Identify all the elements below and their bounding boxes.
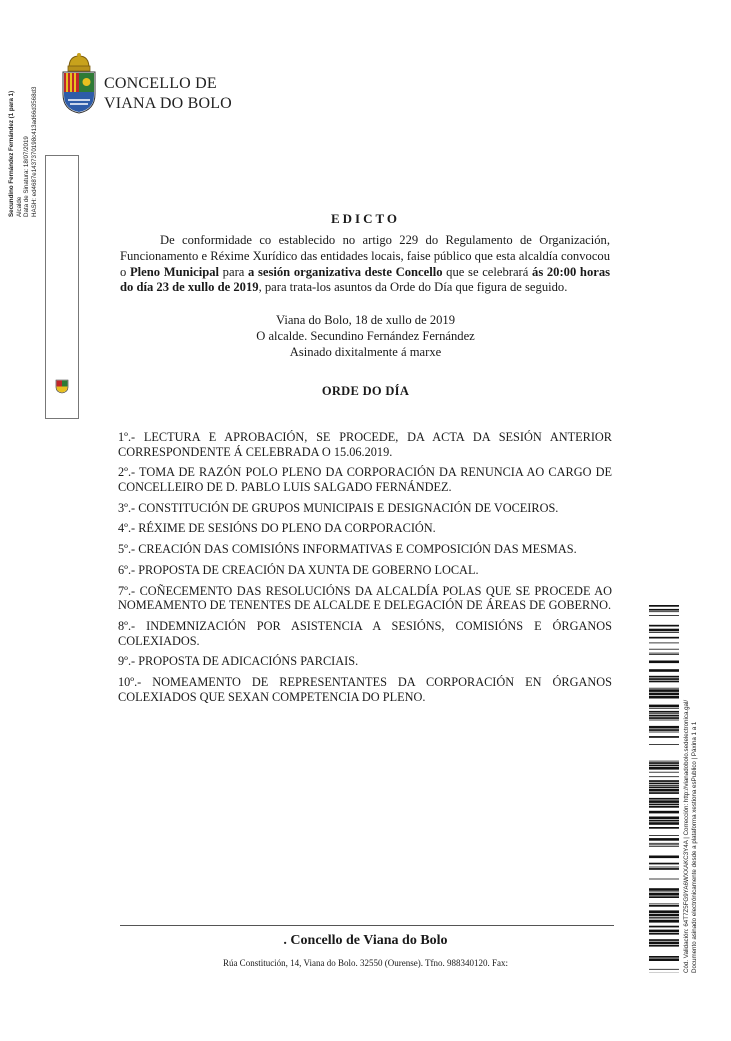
barcode-bar: [649, 693, 679, 696]
agenda-item: [118, 521, 612, 536]
barcode-bar: [649, 879, 679, 880]
agenda-item-number: 6º.-: [118, 562, 136, 577]
barcode-bar: [649, 798, 679, 800]
barcode-bar: [649, 920, 679, 923]
edict-bold-2: a sesión organizativa deste Concello: [248, 264, 443, 279]
barcode-bar: [649, 736, 679, 738]
agenda-item-number: 4º.-: [118, 521, 136, 536]
edict-text-4: , para trata-los asuntos da Orde do Día que figura de seguido.: [258, 280, 568, 295]
agenda-item-text: COÑECEMENTO DAS RESOLUCIÓNS DA ALCALDÍA POLAS QUE SE PROCEDE AO NOMEAMENTO DE TENENTES DE ALCALDE E DELEGACIÓN DE ÁREAS DE GOBERNO.: [118, 583, 612, 613]
agenda-item-text: INDEMNIZACIÓN POR ASISTENCIA A SESIÓNS, COMISIÓNS E ÓRGANOS COLEXIADOS.: [118, 619, 612, 648]
edict-text-3: que se celebrará: [442, 264, 533, 279]
barcode-bar: [649, 827, 679, 829]
barcode-bar: [649, 643, 679, 644]
barcode-bar: [649, 868, 679, 870]
signature-date: Data de Sinatura: 18/07/2019: [23, 136, 30, 217]
barcode-bar: [649, 917, 679, 918]
barcode-bar: [649, 787, 679, 789]
barcode-bar: [649, 720, 679, 721]
footer-org-name: . Concello de Viana do Bolo: [283, 933, 448, 948]
barcode-bar: [649, 838, 679, 841]
barcode-bar: [649, 767, 679, 770]
signature-block: [0, 313, 731, 360]
barcode-bar: [649, 629, 679, 632]
agenda-list: [118, 430, 612, 710]
validation-barcode: [649, 605, 679, 973]
signature-details: [8, 0, 38, 217]
barcode-bar: [649, 765, 679, 767]
barcode-bar: [649, 611, 679, 612]
barcode-bar: [649, 811, 679, 814]
agenda-item: [118, 501, 612, 516]
validation-text: [683, 613, 698, 973]
validation-code: Cód. Validación: 64T7Z5FG9YA6WXXAKC3Y4A | Corrección: http://vianadobolo.sedelectronica.gal/: [683, 699, 690, 973]
signer-line: Secundino Fernández Fernández (1 para 1): [8, 90, 15, 217]
barcode-bar: [649, 806, 679, 808]
barcode-bar: [649, 863, 679, 865]
agenda-item-number: 5º.-: [118, 542, 136, 557]
barcode-bar: [649, 625, 679, 627]
barcode-bar: [649, 783, 679, 785]
edict-title: EDICTO: [330, 211, 401, 226]
agenda-item-number: 8º.-: [118, 619, 136, 634]
barcode-bar: [649, 762, 679, 764]
agenda-item-text: RÉXIME DE SESIÓNS DO PLENO DA CORPORACIÓN.: [135, 521, 436, 536]
barcode-bar: [649, 785, 679, 786]
barcode-bar: [649, 867, 679, 868]
place-date: Viana do Bolo, 18 de xullo de 2019: [275, 313, 456, 327]
validation-note: Documento asinado electrónicamente desde a plataforma xestiona esPublico | Páxina 1 a 1: [690, 721, 698, 973]
agenda-item: [118, 654, 612, 669]
barcode-bar: [649, 654, 679, 655]
agenda-item: [118, 465, 612, 494]
barcode-bar: [649, 669, 679, 672]
agenda-item-text: PROPOSTA DE ADICACIÓNS PARCIAIS.: [135, 654, 359, 669]
organization-name: [104, 74, 232, 114]
barcode-bar: [649, 969, 679, 970]
barcode-bar: [649, 856, 679, 859]
barcode-bar: [649, 717, 679, 719]
barcode-bar: [649, 846, 679, 847]
barcode-bar: [649, 843, 679, 844]
barcode-bar: [649, 653, 679, 654]
barcode-bar: [649, 820, 679, 822]
barcode-bar: [649, 910, 679, 913]
barcode-bar: [649, 615, 679, 616]
org-name-line1: CONCELLO DE: [104, 75, 217, 92]
barcode-bar: [649, 715, 679, 717]
barcode-bar: [649, 688, 679, 689]
barcode-bar: [649, 893, 679, 896]
signature-hash: HASH: ed4687e1437370198c413ad66d3568d3: [30, 86, 38, 217]
barcode-bar: [649, 609, 679, 611]
edict-body: [120, 233, 610, 296]
barcode-bar: [649, 892, 679, 893]
agenda-item-text: CREACIÓN DAS COMISIÓNS INFORMATIVAS E COMPOSICIÓN DAS MESMAS.: [135, 542, 577, 557]
barcode-bar: [649, 800, 679, 803]
barcode-bar: [649, 904, 679, 905]
barcode-bar: [649, 926, 679, 928]
barcode-bar: [649, 919, 679, 920]
agenda-item: [118, 430, 612, 459]
signer-name: O alcalde. Secundino Fernández Fernández: [256, 328, 475, 343]
agenda-item-text: PROPOSTA DE CREACIÓN DA XUNTA DE GOBERNO LOCAL.: [135, 562, 479, 577]
barcode-bar: [649, 822, 679, 825]
footer-divider: [120, 925, 614, 926]
edict-bold-3: ás 20:00 horas do día 23 de xullo de 2019: [120, 264, 611, 295]
barcode-bar: [649, 905, 679, 907]
agenda-title: ORDE DO DÍA: [321, 384, 410, 398]
barcode-bar: [649, 711, 679, 713]
agenda-item: [118, 542, 612, 557]
barcode-bar: [649, 649, 679, 650]
barcode-bar: [649, 930, 679, 933]
signer-role: Alcalde: [15, 196, 23, 217]
edict-bold-1: Pleno Municipal: [129, 264, 220, 279]
barcode-bar: [649, 726, 679, 729]
agenda-item: [118, 563, 612, 578]
barcode-bar: [649, 729, 679, 731]
barcode-bar: [649, 696, 679, 699]
barcode-bar: [649, 789, 679, 792]
barcode-bar: [649, 632, 679, 633]
barcode-bar: [649, 713, 679, 714]
barcode-bar: [649, 914, 679, 917]
barcode-bar: [649, 705, 679, 708]
barcode-bar: [649, 744, 679, 745]
barcode-bar: [649, 637, 679, 639]
digital-signature-box: [45, 155, 79, 419]
barcode-bar: [649, 732, 679, 733]
agenda-item-text: TOMA DE RAZÓN POLO PLENO DA CORPORACIÓN DA RENUNCIA AO CARGO DE CONCELLEIRO DE D. PABLO LUIS SALGADO FERNÁNDEZ.: [118, 465, 612, 494]
barcode-bar: [649, 761, 679, 762]
footer-address: Rúa Constitución, 14, Viana do Bolo. 32550 (Ourense). Tfno. 988340120. Fax:: [222, 958, 509, 968]
agenda-item-number: 3º.-: [118, 500, 136, 515]
barcode-bar: [649, 835, 679, 836]
barcode-bar: [649, 792, 679, 794]
agenda-item-text: NOMEAMENTO DE REPRESENTANTES DA CORPORACIÓN EN ÓRGANOS COLEXIADOS QUE SEXAN COMPETENCIA DO PLENO.: [118, 675, 612, 704]
agenda-item: [118, 619, 612, 648]
agenda-item-number: 2º.-: [118, 465, 136, 480]
agenda-item: [118, 675, 612, 704]
agenda-item: [118, 584, 612, 613]
barcode-bar: [649, 678, 679, 680]
barcode-bar: [649, 661, 679, 664]
agenda-item-text: LECTURA E APROBACIÓN, SE PROCEDE, DA ACTA DA SESIÓN ANTERIOR CORRESPONDENTE Á CELEBRADA O 15.06.2019.: [118, 430, 612, 459]
agenda-item-number: 10º.-: [118, 675, 142, 690]
barcode-bar: [649, 772, 679, 773]
agenda-item-text: CONSTITUCIÓN DE GRUPOS MUNICIPAIS E DESIGNACIÓN DE VOCEIROS.: [135, 500, 559, 515]
signed-note: Asinado dixitalmente á marxe: [289, 344, 442, 359]
agenda-item-number: 9º.-: [118, 654, 136, 669]
edict-text-1: De conformidade co establecido no artigo 229 do Regulamento de Organización, Funcionamento e Réxime Xurídico das entidades locais, faise público que esta alcaldía convocou o: [120, 233, 610, 279]
barcode-bar: [649, 804, 679, 806]
barcode-bar: [649, 780, 679, 782]
barcode-bar: [649, 689, 679, 692]
barcode-bar: [649, 605, 679, 607]
org-name-line2: VIANA DO BOLO: [104, 95, 232, 112]
edict-text-2: para: [219, 264, 249, 279]
barcode-bar: [649, 708, 679, 709]
coat-of-arms-icon: [60, 52, 98, 114]
agenda-item-number: 7º.-: [118, 583, 136, 598]
barcode-bar: [649, 896, 679, 898]
barcode-bar: [649, 888, 679, 891]
barcode-bar: [649, 844, 679, 845]
barcode-bar: [649, 681, 679, 683]
barcode-bar: [649, 817, 679, 820]
barcode-bar: [649, 776, 679, 777]
agenda-item-number: 1º.-: [118, 430, 136, 444]
barcode-bar: [649, 676, 679, 678]
